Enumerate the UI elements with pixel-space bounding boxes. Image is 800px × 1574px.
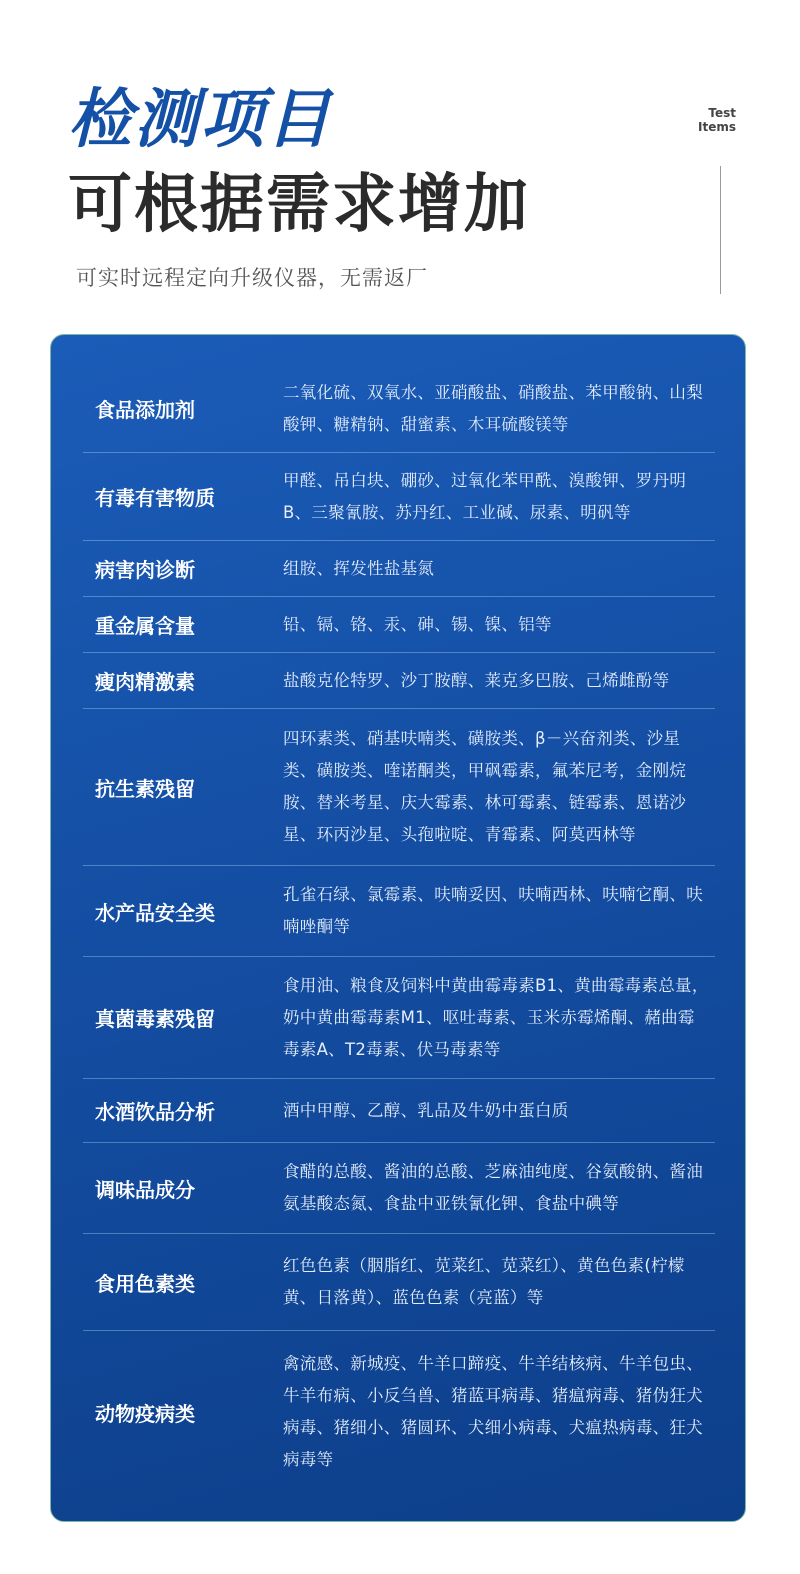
row-items: 盐酸克伦特罗、沙丁胺醇、莱克多巴胺、己烯雌酚等 xyxy=(283,670,670,690)
row-category: 瘦肉精激素 xyxy=(95,670,195,694)
row-category: 重金属含量 xyxy=(95,614,195,638)
row-category: 有毒有害物质 xyxy=(95,486,215,510)
row-category: 病害肉诊断 xyxy=(95,558,195,582)
row-category: 食品添加剂 xyxy=(95,398,195,422)
title-line-2: 可根据需求增加 xyxy=(68,168,530,242)
table-row xyxy=(83,1234,715,1331)
row-category: 抗生素残留 xyxy=(95,776,195,801)
table-row xyxy=(83,365,715,453)
section-tag xyxy=(680,106,736,134)
row-category: 食用色素类 xyxy=(95,1271,195,1296)
table-row xyxy=(83,1331,715,1493)
row-items: 红色色素（胭脂红、苋菜红、苋菜红）、黄色色素(柠檬黄、日落黄）、蓝色色素（亮蓝）等 xyxy=(283,1256,685,1307)
table-row xyxy=(83,957,715,1079)
row-category: 水酒饮品分析 xyxy=(95,1100,215,1124)
subtitle: 可实时远程定向升级仪器，无需返厂 xyxy=(76,266,428,290)
row-items: 食醋的总酸、酱油的总酸、芝麻油纯度、谷氨酸钠、酱油氨基酸态氮、食盐中亚铁氰化钾、食盐中碘等 xyxy=(283,1162,703,1213)
row-category: 真菌毒素残留 xyxy=(95,1007,215,1031)
table-row xyxy=(83,709,715,866)
table-row xyxy=(83,1143,715,1234)
table-row xyxy=(83,1079,715,1143)
row-items: 食用油、粮食及饲料中黄曲霉毒素B1、黄曲霉毒素总量，奶中黄曲霉毒素M1、呕吐毒素、玉米赤霉烯酮、赭曲霉毒素A、T2毒素、伏马毒素等 xyxy=(283,975,709,1059)
row-items: 禽流感、新城疫、牛羊口蹄疫、牛羊结核病、牛羊包虫、牛羊布病、小反刍兽、猪蓝耳病毒、猪瘟病毒、猪伪狂犬病毒、猪细小、猪圆环、犬细小病毒、犬瘟热病毒、狂犬病毒等 xyxy=(283,1354,703,1469)
test-items-card xyxy=(50,334,746,1522)
table-row xyxy=(83,866,715,957)
table-row xyxy=(83,453,715,541)
vertical-divider xyxy=(720,166,721,294)
table-row xyxy=(83,597,715,653)
title-line-1: 检测项目 xyxy=(68,83,332,157)
test-items-table xyxy=(83,365,715,1493)
row-items: 四环素类、硝基呋喃类、磺胺类、β－兴奋剂类、沙星类、磺胺类、喹诺酮类，甲砜霉素，氟苯尼考，金刚烷胺、替米考星、庆大霉素、林可霉素、链霉素、恩诺沙星、环丙沙星、头孢啦啶、青霉素、阿莫西林等 xyxy=(283,729,687,844)
row-category: 调味品成分 xyxy=(95,1177,195,1202)
row-items: 组胺、挥发性盐基氮 xyxy=(283,558,435,578)
tag-line-1: Test xyxy=(708,106,736,120)
row-items: 酒中甲醇、乙醇、乳品及牛奶中蛋白质 xyxy=(283,1100,569,1120)
row-items: 铅、镉、铬、汞、砷、锡、镍、铝等 xyxy=(283,614,552,634)
row-category: 水产品安全类 xyxy=(95,900,215,925)
row-items: 甲醛、吊白块、硼砂、过氧化苯甲酰、溴酸钾、罗丹明B、三聚氰胺、苏丹红、工业碱、尿素、明矾等 xyxy=(283,470,687,522)
row-items: 二氧化硫、双氧水、亚硝酸盐、硝酸盐、苯甲酸钠、山梨酸钾、糖精钠、甜蜜素、木耳硫酸镁等 xyxy=(283,382,703,434)
row-items: 孔雀石绿、氯霉素、呋喃妥因、呋喃西林、呋喃它酮、呋喃唑酮等 xyxy=(283,885,703,936)
tag-line-2: Items xyxy=(698,120,736,134)
table-row xyxy=(83,653,715,709)
row-category: 动物疫病类 xyxy=(95,1401,195,1426)
table-row xyxy=(83,541,715,597)
